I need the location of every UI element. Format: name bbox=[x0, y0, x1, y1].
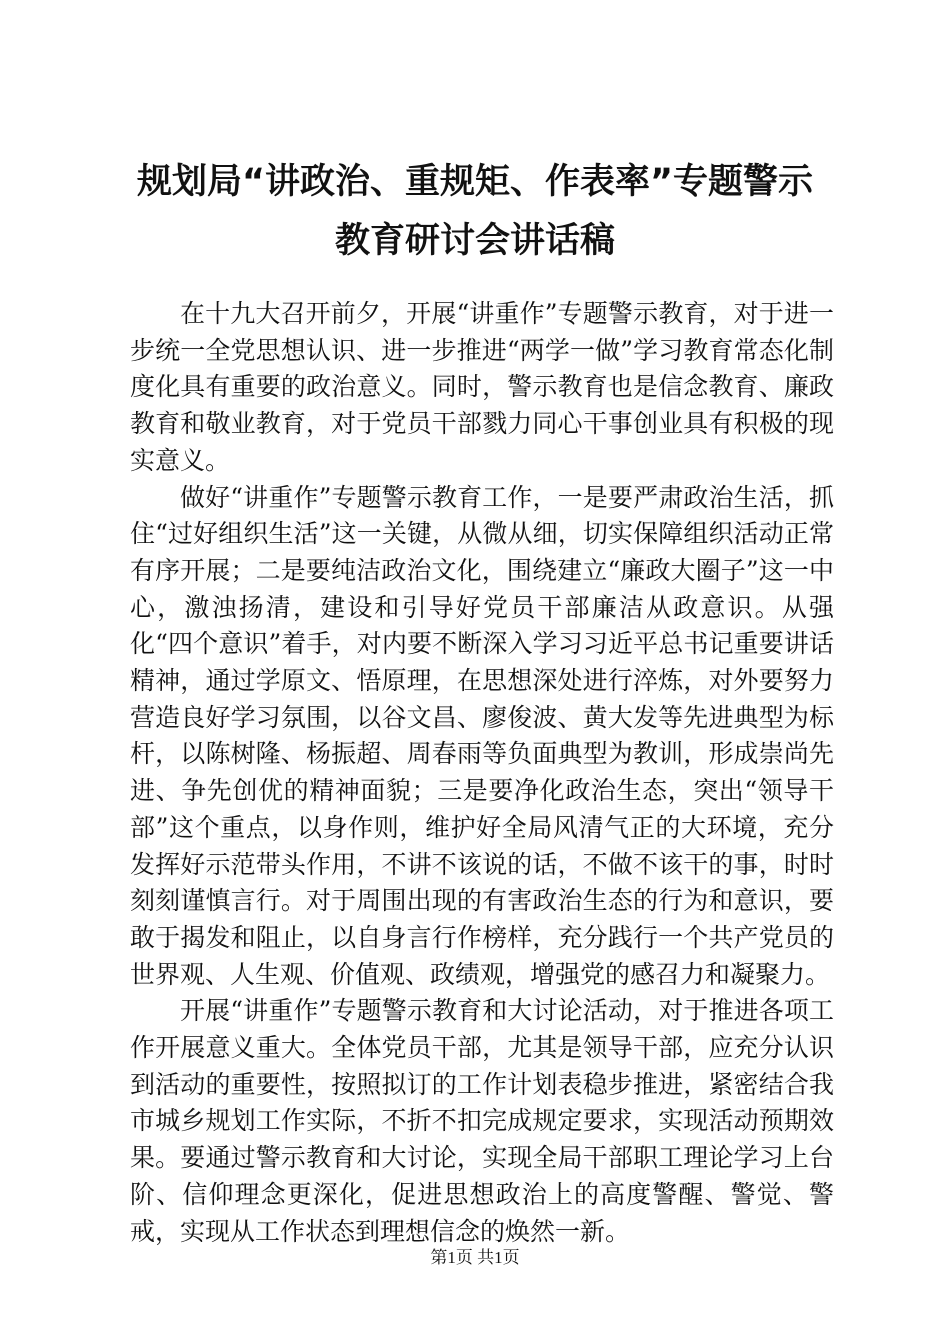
page-footer: 第1页 共1页 bbox=[430, 1248, 520, 1267]
paragraph-1: 在十九大召开前夕，开展“讲重作”专题警示教育，对于进一步统一全党思想认识、进一步推进“两学一做”学习教育常态化制度化具有重要的政治意义。同时，警示教育也是信念教育、廉政教育和敬业教育，对于党员干部戮力同心干事创业具有积极的现实意义。 bbox=[130, 299, 834, 475]
document-title-line-1: 规划局“讲政治、重规矩、作表率”专题警示 bbox=[136, 162, 813, 202]
paragraph-3: 开展“讲重作”专题警示教育和大讨论活动，对于推进各项工作开展意义重大。全体党员干部，尤其是领导干部，应充分认识到活动的重要性，按照拟订的工作计划表稳步推进，紧密结合我市城乡规划工作实际，不折不扣完成规定要求，实现活动预期效果。要通过警示教育和大讨论，实现全局干部职工理论学习上台阶、信仰理念更深化，促进思想政治上的高度警醒、警觉、警戒，实现从工作状态到理想信念的焕然一新。 bbox=[130, 996, 834, 1246]
document-title-line-2: 教育研讨会讲话稿 bbox=[334, 221, 615, 261]
paragraph-2: 做好“讲重作”专题警示教育工作，一是要严肃政治生活，抓住“过好组织生活”这一关键，从微从细，切实保障组织活动正常有序开展；二是要纯洁政治文化，围绕建立“廉政大圈子”这一中心，激浊扬清，建设和引导好党员干部廉洁从政意识。从强化“四个意识”着手，对内要不断深入学习习近平总书记重要讲话精神，通过学原文、悟原理，在思想深处进行淬炼，对外要努力营造良好学习氛围，以谷文昌、廖俊波、黄大发等先进典型为标杆，以陈树隆、杨振超、周春雨等负面典型为教训，形成崇尚先进、争先创优的精神面貌；三是要净化政治生态，突出“领导干部”这个重点，以身作则，维护好全局风清气正的大环境，充分发挥好示范带头作用，不讲不该说的话，不做不该干的事，时时刻刻谨慎言行。对于周围出现的有害政治生态的行为和意识，要敢于揭发和阻止，以自身言行作榜样，充分践行一个共产党员的世界观、人生观、价值观、政绩观，增强党的感召力和凝聚力。 bbox=[130, 482, 834, 989]
document-body bbox=[130, 296, 834, 1250]
